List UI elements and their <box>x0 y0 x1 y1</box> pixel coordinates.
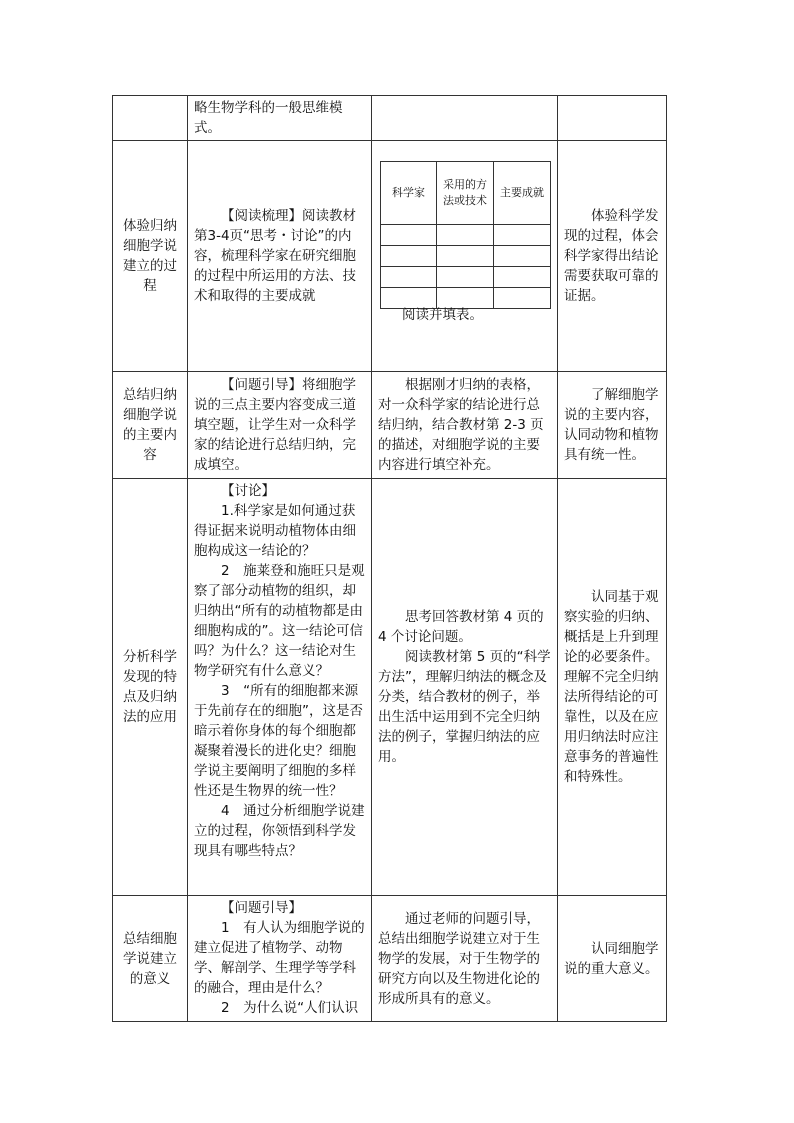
fill-in-table <box>380 161 551 309</box>
stage-cell: 体验归纳细胞学说建立的过程 <box>113 141 188 372</box>
paragraph: 4 通过分析细胞学说建立的过程，你领悟到科学发现具有哪些特点？ <box>194 803 365 859</box>
lesson-plan-table <box>112 95 667 1022</box>
paragraph: 1.科学家是如何通过获得证据来说明动植物体由细胞构成这一结论的？ <box>194 503 356 559</box>
stage-cell: 分析科学发现的特点及归纳法的应用 <box>113 479 188 896</box>
paragraph: 【讨论】 <box>221 483 275 499</box>
paragraph: 思考回答教材第 4 页的 4 个讨论问题。 <box>378 609 544 645</box>
teacher-activity-cell <box>188 96 372 141</box>
blank-cell <box>494 225 551 246</box>
header-cell: 采用的方法或技术 <box>437 162 494 225</box>
paragraph: 了解细胞学说的主要内容，认同动物和植物具有统一性。 <box>564 387 659 463</box>
blank-cell <box>437 225 494 246</box>
paragraph: 2 施莱登和施旺只是观察了部分动植物的组织，却归纳出“所有的动植物都是由细胞构成的”。这一结论可信吗？为什么？这一结论对生物学研究有什么意义？ <box>194 563 365 679</box>
stage-cell: 总结细胞学说建立的意义 <box>113 896 188 1022</box>
table-row <box>113 896 667 1022</box>
paragraph: 【阅读梳理】阅读教材第3-4页“思考・讨论”的内容，梳理科学家在研究细胞的过程中所运用的方法、技术和取得的主要成就 <box>194 208 356 304</box>
paragraph: 【问题引导】 <box>221 900 302 916</box>
paragraph: 根据刚才归纳的表格，对一众科学家的结论进行总结归纳，结合教材第 2-3 页的描述，对细胞学说的主要内容进行填空补充。 <box>378 377 544 473</box>
blank-cell <box>437 267 494 288</box>
table-row <box>381 162 551 225</box>
table-row <box>381 267 551 288</box>
blank-cell <box>381 246 437 267</box>
design-intent-cell <box>558 896 667 1022</box>
design-intent-cell <box>558 141 667 372</box>
table-row <box>113 479 667 896</box>
table-row <box>113 96 667 141</box>
design-intent-cell <box>558 372 667 479</box>
paragraph: 略生物学科的一般思维模式。 <box>194 100 343 136</box>
paragraph: 【问题引导】将细胞学说的三点主要内容变成三道填空题，让学生对一众科学家的结论进行总结归纳，完成填空。 <box>194 377 356 473</box>
teacher-activity-cell <box>188 479 372 896</box>
paragraph: 体验科学发现的过程，体会科学家得出结论需要获取可靠的证据。 <box>564 208 659 304</box>
blank-cell <box>381 267 437 288</box>
paragraph: 3 “所有的细胞都来源于先前存在的细胞”，这是否暗示着你身体的每个细胞都凝聚着漫长的进化史？细胞学说主要阐明了细胞的多样性还是生物界的统一性？ <box>194 683 363 799</box>
blank-cell <box>437 246 494 267</box>
stage-cell <box>113 96 188 141</box>
stage-cell: 总结归纳细胞学说的主要内容 <box>113 372 188 479</box>
paragraph: 阅读教材第 5 页的“科学方法”，理解归纳法的概念及分类，结合教材的例子，举出生活中运用到不完全归纳法的例子，掌握归纳法的应用。 <box>378 649 551 765</box>
design-intent-cell <box>558 96 667 141</box>
table-row <box>113 141 667 372</box>
header-cell: 科学家 <box>381 162 437 225</box>
blank-cell <box>494 246 551 267</box>
paragraph: 2 为什么说“人们认识 <box>221 1000 359 1016</box>
instruction-text: 阅读并填表。 <box>402 307 483 323</box>
student-activity-cell <box>372 479 558 896</box>
paragraph: 认同细胞学说的重大意义。 <box>564 940 659 977</box>
table-row <box>381 246 551 267</box>
paragraph: 通过老师的问题引导，总结出细胞学说建立对于生物学的发展，对于生物学的研究方向以及生物进化论的形成所具有的意义。 <box>378 910 540 1007</box>
table-row <box>381 225 551 246</box>
table-row <box>113 372 667 479</box>
blank-cell <box>381 225 437 246</box>
header-cell: 主要成就 <box>494 162 551 225</box>
teacher-activity-cell <box>188 896 372 1022</box>
teacher-activity-cell <box>188 141 372 372</box>
blank-cell <box>494 267 551 288</box>
student-activity-cell <box>372 896 558 1022</box>
design-intent-cell <box>558 479 667 896</box>
student-activity-cell <box>372 141 558 372</box>
teacher-activity-cell <box>188 372 372 479</box>
blank-cell <box>494 288 551 309</box>
paragraph: 1 有人认为细胞学说的建立促进了植物学、动物学、解剖学、生理学等学科的融合，理由是什么？ <box>194 920 365 996</box>
student-activity-cell <box>372 372 558 479</box>
paragraph: 认同基于观察实验的归纳、概括是上升到理论的必要条件。理解不完全归纳法所得结论的可靠性，以及在应用归纳法时应注意事务的普遍性和特殊性。 <box>564 589 659 785</box>
student-activity-cell <box>372 96 558 141</box>
